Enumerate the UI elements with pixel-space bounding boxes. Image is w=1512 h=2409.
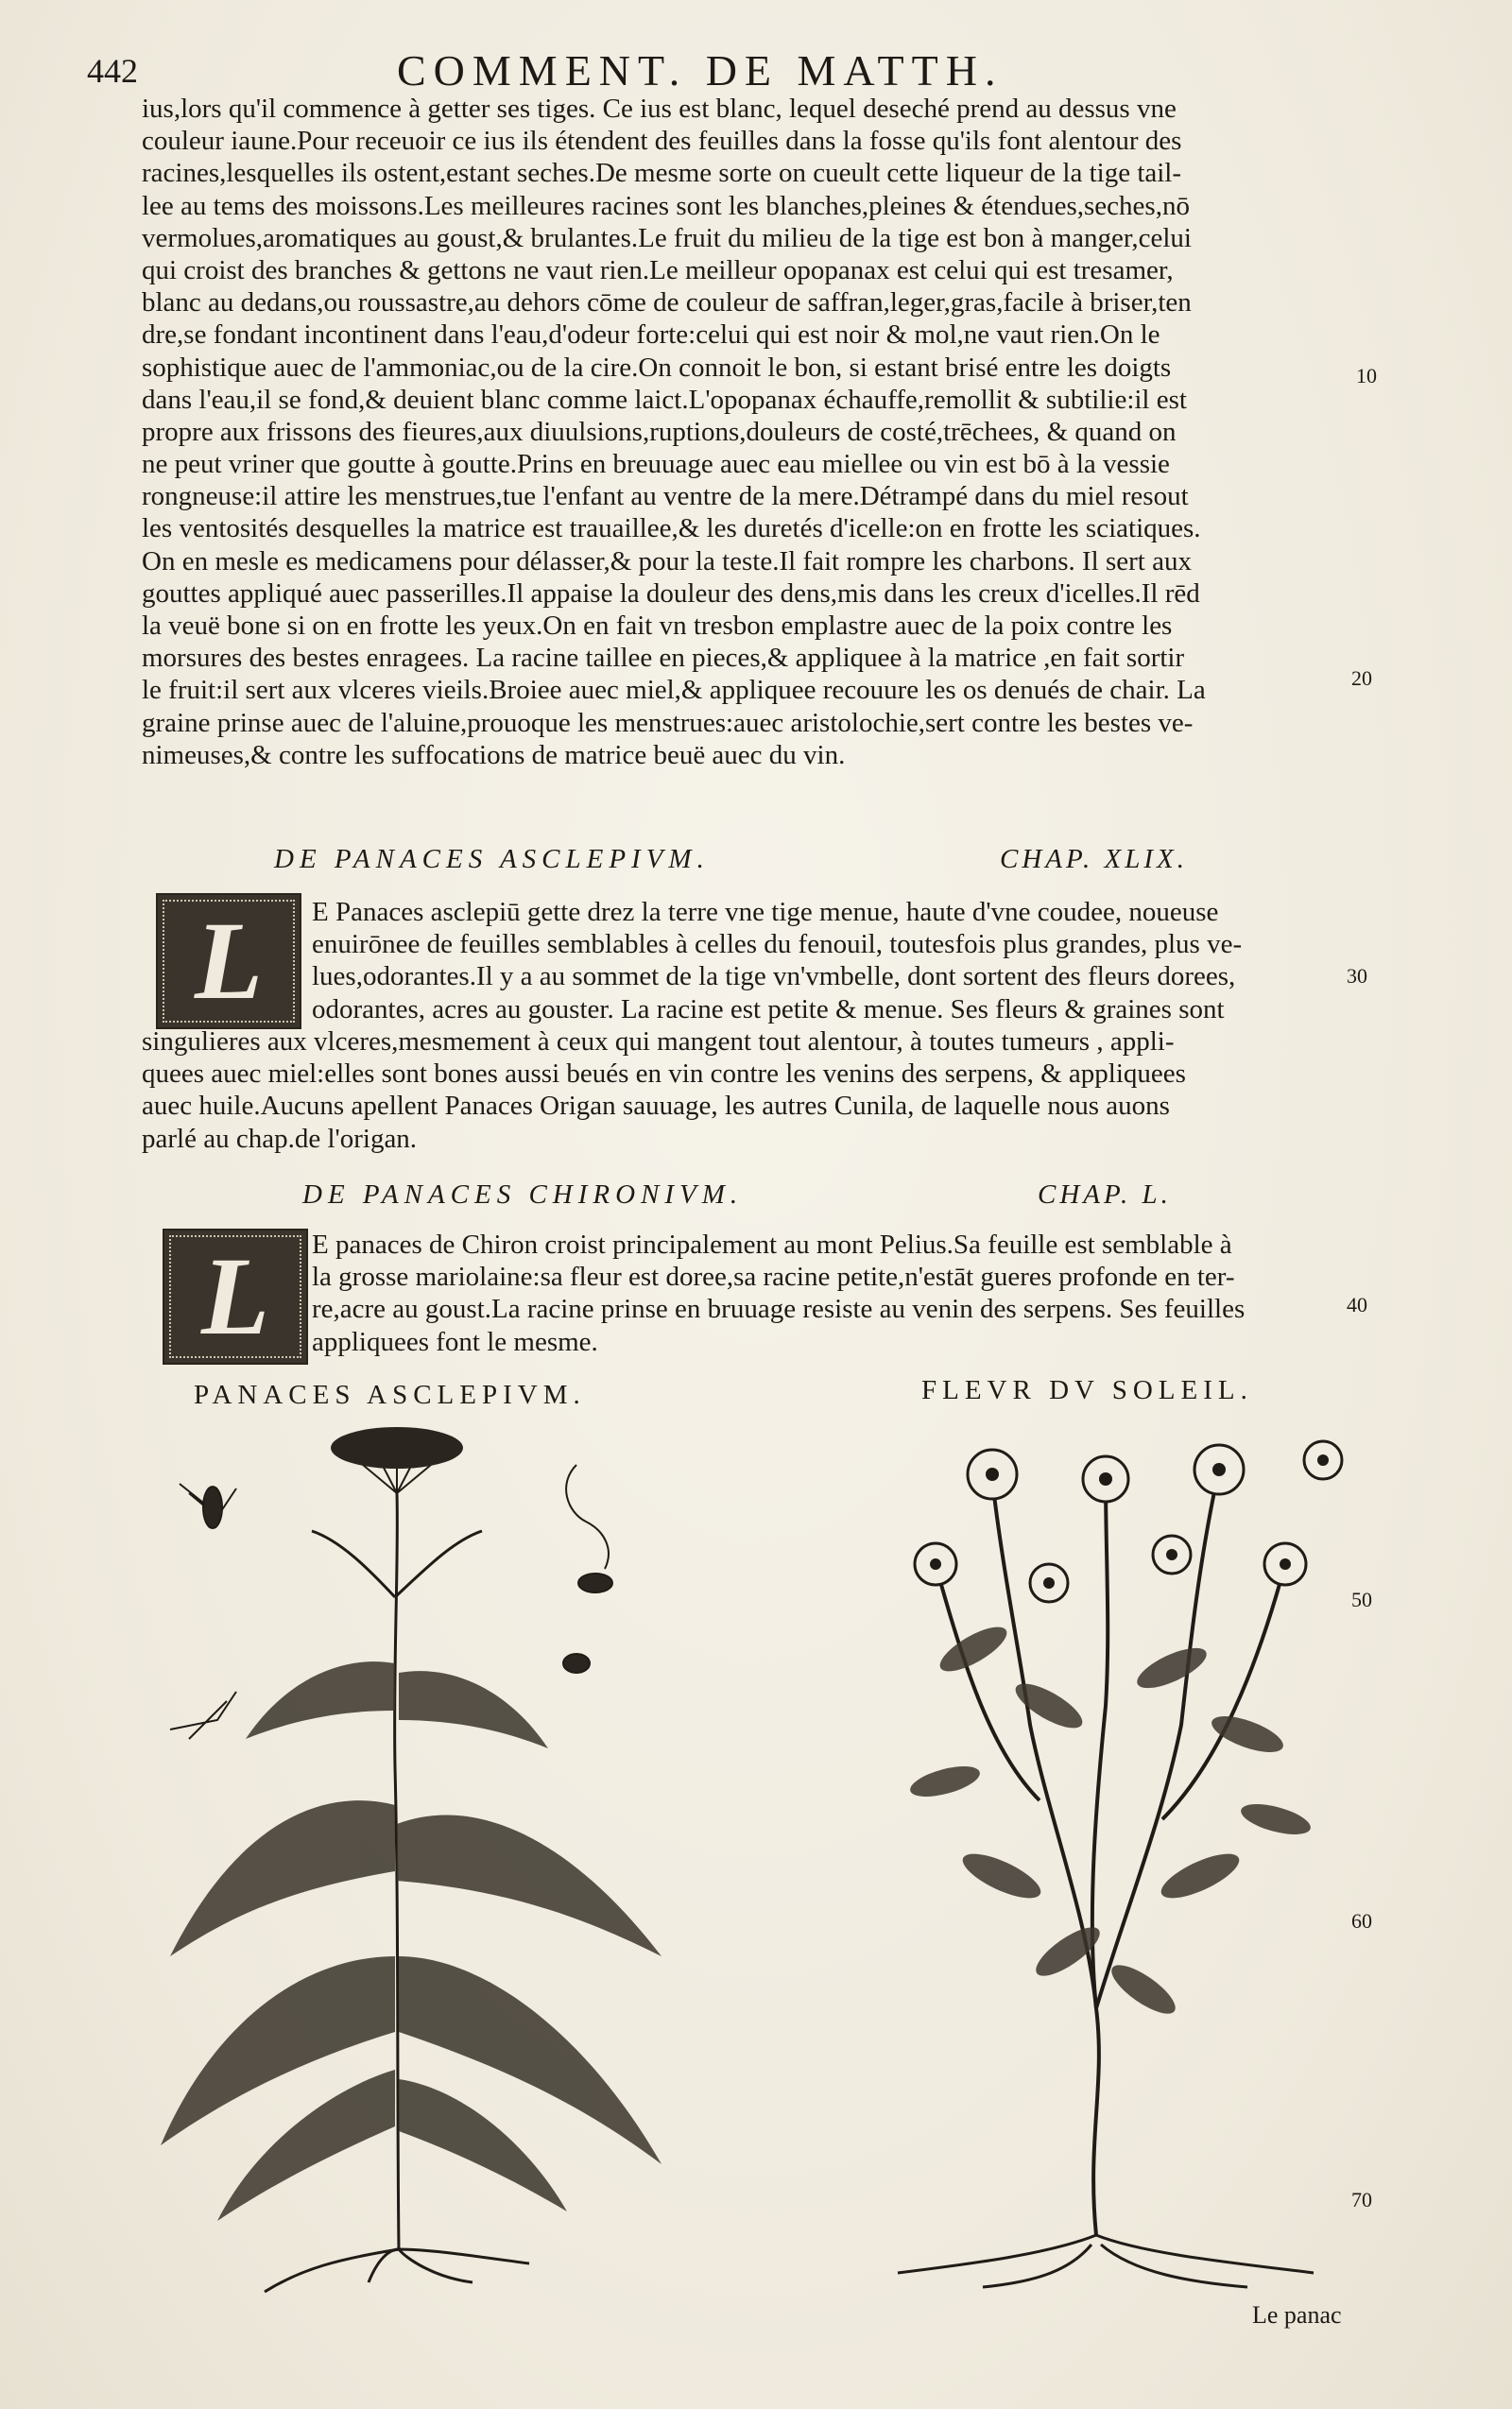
margin-line-number: 40 (1347, 1293, 1367, 1316)
text-line: la veuë bone si on en frotte les yeux.On en fait vn tresbon emplastre auec de la poix contre les (142, 611, 1173, 641)
text-line: ne peut vriner que goutte à goutte.Prins en breuuage auec eau miellee ou vin est bō à la vessie (142, 449, 1170, 480)
text-line: couleur iaune.Pour receuoir ce ius ils étendent des feuilles dans la fosse qu'ils font alentour des (142, 126, 1182, 157)
text-line: les ventosités desquelles la matrice est trauaillee,& les duretés d'icelle:on en frotte les sciatiques. (142, 513, 1201, 544)
dropcap-letter: L (200, 1234, 270, 1358)
text-line: lues,odorantes.Il y a au sommet de la tige vn'vmbelle, dont sortent des fleurs dorees, (312, 961, 1236, 992)
text-line: On en mesle es medicamens pour délasser,& pour la teste.Il fait rompre les charbons. Il sert aux (142, 545, 1192, 576)
text-line: re,acre au goust.La racine prinse en bruuage resiste au venin des serpens. Ses feuilles (312, 1294, 1246, 1325)
margin-line-number: 20 (1351, 666, 1372, 690)
dropcap-ornament (163, 1229, 308, 1365)
text-line: odorantes, acres au gouster. La racine est petite & menue. Ses fleurs & graines sont (312, 993, 1225, 1024)
text-line: dans l'eau,il se fond,& deuient blanc comme laict.L'opopanax échauffe,remollit & subtilie:il est (142, 384, 1187, 415)
text-line: appliquees font le mesme. (312, 1326, 598, 1357)
margin-line-number: 30 (1347, 964, 1367, 988)
chapter-50-number: CHAP. L. (1038, 1179, 1172, 1210)
margin-line-number: 70 (1351, 2188, 1372, 2211)
text-line: morsures des bestes enragees. La racine taillee en pieces,& appliquee à la matrice ,en fait sortir (142, 643, 1185, 674)
text-line: graine prinse auec de l'aluine,prouoque les menstrues:auec aristolochie,sert contre les bestes ve- (142, 707, 1194, 738)
dropcap-ornament (156, 893, 301, 1029)
figure-caption: Le panac (1252, 2301, 1342, 2329)
chapter-49-heading: DE PANACES ASCLEPIVM. (274, 844, 710, 874)
text-line: blanc au dedans,ou roussastre,au dehors cōme de couleur de saffran,leger,gras,facile à briser,ten (142, 287, 1192, 318)
text-line: propre aux frissons des fieures,aux diuulsions,ruptions,douleurs de costé,trēchees, & quand on (142, 416, 1177, 447)
figure-title-left: PANACES ASCLEPIVM. (194, 1380, 586, 1410)
chapter-49-number: CHAP. XLIX. (1000, 844, 1188, 874)
chapter-49-text (142, 1025, 1351, 1155)
text-line: nimeuses,& contre les suffocations de matrice beuë auec du vin. (142, 739, 846, 770)
text-line: le fruit:il sert aux vlceres vieils.Broiee auec miel,& appliquee recouure les os denués de chair. La (142, 675, 1206, 706)
text-line: singulieres aux vlceres,mesmement à ceux qui mangent tout alentour, à toutes tumeurs , appli- (142, 1026, 1175, 1057)
panaces-asclepium-woodcut (151, 1427, 680, 2315)
running-title: COMMENT. DE MATTH. (397, 46, 1004, 95)
text-line: vermolues,aromatiques au goust,& brulantes.Le fruit du milieu de la tige est bon à manger,celui (142, 222, 1192, 253)
text-line: sophistique auec de l'ammoniac,ou de la cire.On connoit le bon, si estant brisé entre les doigts (142, 352, 1172, 383)
margin-line-number: 60 (1351, 1909, 1372, 1933)
text-line: parlé au chap.de l'origan. (142, 1123, 418, 1154)
chapter-49-text-indented (312, 896, 1342, 1025)
text-line: la grosse mariolaine:sa fleur est doree,sa racine petite,n'estāt gueres profonde en ter- (312, 1262, 1235, 1293)
text-line: auec huile.Aucuns apellent Panaces Origan sauuage, les autres Cunila, de laquelle nous auons (142, 1091, 1170, 1122)
dropcap-letter: L (194, 899, 264, 1023)
text-line: quees auec miel:elles sont bones aussi beués en vin contre les venins des serpens, & appliquees (142, 1058, 1186, 1090)
fleur-du-soleil-woodcut (860, 1422, 1351, 2292)
text-line: rongneuse:il attire les menstrues,tue l'enfant au ventre de la mere.Détrampé dans du miel resout (142, 481, 1189, 512)
text-line: lee au tems des moissons.Les meilleures racines sont les blanches,pleines & étendues,seches,nō (142, 190, 1190, 221)
margin-line-number: 50 (1351, 1588, 1372, 1611)
chapter-50-text-indented (312, 1229, 1342, 1358)
page-number: 442 (87, 52, 138, 90)
text-line: enuirōnee de feuilles semblables à celles du fenouil, toutesfois plus grandes, plus ve- (312, 929, 1243, 960)
running-head (0, 38, 1512, 95)
text-line: racines,lesquelles ils ostent,estant seches.De mesme sorte on cueult cette liqueur de la tige tail- (142, 158, 1182, 189)
margin-line-number: 10 (1356, 364, 1377, 387)
text-line: qui croist des branches & gettons ne vaut rien.Le meilleur opopanax est celui qui est tresamer, (142, 254, 1174, 285)
text-line: dre,se fondant incontinent dans l'eau,d'odeur forte:celui qui est noir & mol,ne vaut rien.On le (142, 319, 1160, 351)
text-line: gouttes appliqué auec passerilles.Il appaise la douleur des dens,mis dans les creux d'icelles.Il rēd (142, 577, 1200, 609)
text-line: ius,lors qu'il commence à getter ses tiges. Ce ius est blanc, lequel deseché prend au dessus vne (142, 94, 1177, 124)
text-line: E panaces de Chiron croist principalement au mont Pelius.Sa feuille est semblable à (312, 1230, 1232, 1260)
chapter-50-heading: DE PANACES CHIRONIVM. (302, 1179, 744, 1210)
paragraph-opopanax (142, 93, 1351, 771)
figure-title-right: FLEVR DV SOLEIL. (921, 1375, 1253, 1405)
text-line: E Panaces asclepiū gette drez la terre vne tige menue, haute d'vne coudee, noueuse (312, 897, 1219, 927)
